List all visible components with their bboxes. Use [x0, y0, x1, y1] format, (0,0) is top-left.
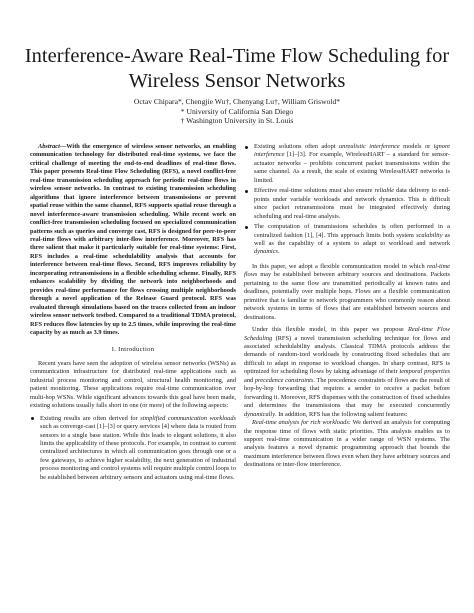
- affiliation-wustl: † Washington University in St. Louis: [180, 116, 294, 126]
- section-heading-introduction: I. Introduction: [111, 346, 155, 354]
- challenge-list-left: [30, 415, 236, 483]
- author-names: Octav Chipara*, Chengjie Wu†, Chenyang Lu†, William Griswold*: [133, 97, 341, 106]
- bullet-item-reliability: Effective real-time solutions must also ensure reliable data delivery to end-points under variable workloads and network dynamics. This is difficult since packet retransmissions must be integrated effectively during scheduling and real-time analysis.: [244, 187, 450, 221]
- bullet-item-workloads: Existing results are often derived for simplified communication workloads such as converge-cast [1]–[3] or query services [4] where data is routed from sensors to a single base station. While this leads to elegant solutions, it also limits the applicability of these protocols. For example, in contrast to current centralized architectures in which all communication goes through one or a few gateways, to achieve higher scalability, the next generation of industrial process monitoring and control systems will require multiple control loops to be established between arbitrary sensors and actuators using real-time flows.: [30, 415, 236, 483]
- abstract-label: Abstract: [38, 143, 60, 150]
- bullet-item-scalability: The computation of transmissions schedules is often performed in a centralized fashion [1], [4]. This approach limits both system scalability as well as the capability of a system to adapt to workload and network dynamics.: [244, 223, 450, 257]
- abstract-text: —With the emergence of wireless sensor networks, an enabling communication technology for distributed real-time systems, we face the critical challenge of meeting the end-to-end deadlines of real-time flows. This paper presents Real-time Flow Scheduling (RFS), a novel conflict-free real-time transmission scheduling approach for periodic real-time flows in wireless sensor networks. In contrast to existing transmission scheduling algorithms that ignore interference between transmissions or prevent spatial reuse within the same channel, RFS supports spatial reuse through a novel interference-aware transmission scheduling. While recent work on conflict-free transmission scheduling focused on specialized communication patterns such as queries and converge cast, RFS is designed for peer-to-peer real-time flows with arbitrary inter-flow interference. Moreover, RFS has three salient that make it particularly suitable for real-time systems: First, RFS includes a real-time schedulability analysis that accounts for interference between real-time flows. Second, RFS improves reliability by incorporating retransmissions in a flexible scheduling scheme. Finally, RFS enhances scalability by dividing the network into neighborhoods and provides real-time performance for flows crossing multiple neighborhoods through a novel application of the Release Guard protocol. RFS was evaluated through simulations based on the traces collected from an indoor wireless sensor network testbed. Compared to a traditional TDMA protocol, RFS reduces flow latencies by up to 2.5 times, while improving the real-time capacity by as much as 3.9 times.: [30, 143, 236, 336]
- intro-paragraph-1: Recent years have seen the adoption of wireless sensor networks (WSNs) as communication infrastructure for distributed real-time applications such as industrial process monitoring and control, structural health monitoring, and patient monitoring. These applications require real-time communication over multi-hop WSNs. While significant advances towards this goal have been made, existing solutions usually falls short in one (or more) of the following aspects:: [30, 359, 236, 410]
- affiliation-ucsd: * University of California San Diego: [180, 106, 294, 116]
- abstract: [30, 143, 236, 337]
- left-column: [30, 143, 236, 484]
- paragraph-realtime-analysis: Real-time analysis for rich workloads: We derived an analysis for computing the response time of flows with static priorities. This analysis enables us to support real-time communication in a wider range of WSN systems. The analysis features a novel dynamic programming approach that bounds the maximum interference between flows even when they have arbitrary sources and destinations or inter-flow interference.: [244, 419, 450, 469]
- challenge-list-right: [244, 143, 450, 257]
- paragraph-flow-model: In this paper, we adopt a flexible communication model in which real-time flows may be established between arbitrary sources and destinations. Packets pertaining to the same flow are transmitted periodically at known rates and deadlines, potentially over multiple hops. Flows are a flexible communication primitive that is familiar to network programmers who commonly reason about network systems in terms of flows that are established between sources and destinations.: [244, 262, 450, 321]
- bullet-item-interference: Existing solutions often adopt unrealistic interference models or ignore interference [1]–[3]. For example, WirelessHART – a standard for sensor-actuator networks – prohibits concurrent packet transmissions within the same channel. As a result, the scale of existing WirelessHART networks is limited.: [244, 143, 450, 185]
- right-column: [244, 143, 450, 470]
- paragraph-rfs-proposal: Under this flexible model, in this paper we propose Real-time Flow Scheduling (RFS) a novel transmission scheduling technique for flows and associated schedulability analysis. Classical TDMA protocols address the demands of random-ized workloads by constructing fixed schedules that are difficult to adapt in response to workload changes. In sharp contrast, RFS is optimized for scheduling flows by taking advantage of their temporal properties and precedence constraints. The precedence constraints of flows are the result of hop-by-hop forwarding that requires a sender to receive a packet before forwarding it. Moreover, RFS dispenses with the construction of fixed schedules and determines the transmissions that may be executed concurrently dynamically. In addition, RFS has the following salient features:: [244, 326, 450, 418]
- paper-title: Interference-Aware Real-Time Flow Scheduling for Wireless Sensor Networks: [24, 45, 450, 92]
- author-block: [20, 97, 454, 126]
